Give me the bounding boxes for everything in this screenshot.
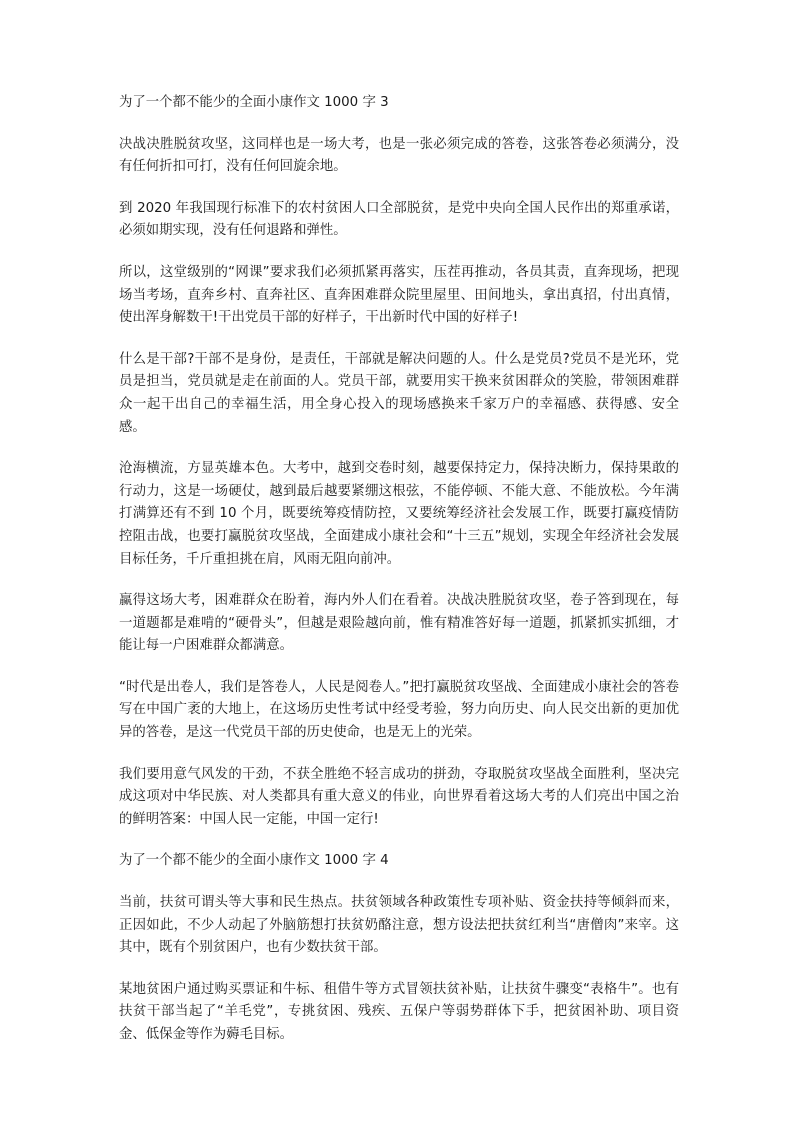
paragraph: 赢得这场大考，困难群众在盼着，海内外人们在看着。决战决胜脱贫攻坚，卷子答到现在，每一道题都是难啃的“硬骨头”，但越是艰险越向前，惟有精准答好每一道题，抓紧抓实抓细，才能让每一户困难群众都满意。 — [119, 593, 679, 654]
paragraph: 我们要用意气风发的干劲，不获全胜绝不轻言成功的拼劲，夺取脱贫攻坚战全面胜利，坚决完成这项对中华民族、对人类都具有重大意义的伟业，向世界看着这场大考的人们亮出中国之治的鲜明答案：中国人民一定能，中国一定行! — [119, 766, 679, 827]
paragraph: 到 2020 年我国现行标准下的农村贫困人口全部脱贫，是党中央向全国人民作出的郑重承诺，必须如期实现，没有任何退路和弹性。 — [119, 200, 679, 239]
section-heading: 为了一个都不能少的全面小康作文 1000 字 3 — [119, 95, 389, 110]
paragraph: “时代是出卷人，我们是答卷人，人民是阅卷人。”把打赢脱贫攻坚战、全面建成小康社会的答卷写在中国广袤的大地上，在这场历史性考试中经受考验，努力向历史、向人民交出新的更加优异的答卷，是这一代党员干部的历史使命，也是无上的光荣。 — [119, 679, 679, 741]
paragraph: 所以，这堂级别的“网课”要求我们必须抓紧再落实，压茬再推动，各员其责，直奔现场，把现场当考场，直奔乡村、直奔社区、直奔困难群众院里屋里、田间地头，拿出真招，付出真情，使出浑身解数干!干出党员干部的好样子，干出新时代中国的好样子! — [119, 264, 679, 326]
paragraph: 决战决胜脱贫攻坚，这同样也是一场大考，也是一张必须完成的答卷，这张答卷必须满分，没有任何折扣可打，没有任何回旋余地。 — [119, 136, 679, 175]
paragraph: 某地贫困户通过购买票证和牛标、租借牛等方式冒领扶贫补贴，让扶贫牛骤变“表格牛”。也有扶贫干部当起了“羊毛党”，专挑贫困、残疾、五保户等弱势群体下手，把贫困补助、项目资金、低保金等作为薅毛目标。 — [119, 981, 679, 1042]
paragraph: 沧海横流，方显英雄本色。大考中，越到交卷时刻，越要保持定力，保持决断力，保持果敢的行动力，这是一场硬仗，越到最后越要紧绷这根弦，不能停顿、不能大意、不能放松。今年满打满算还有不到 10 个月，既要统筹疫情防控，又要统筹经济社会发展工作，既要打赢疫情防控阻击战，也要打赢脱贫攻坚战，全面建成小康社会和“十三五”规划，实现全年经济社会发展目标任务，千斤重担挑在肩，风雨无阻向前冲。 — [119, 461, 679, 567]
section-heading: 为了一个都不能少的全面小康作文 1000 字 4 — [119, 853, 389, 869]
document-body — [119, 92, 679, 1066]
paragraph: 当前，扶贫可谓头等大事和民生热点。扶贫领域各种政策性专项补贴、资金扶持等倾斜而来，正因如此，不少人动起了外脑筋想打扶贫奶酪注意，想方设法把扶贫红利当“唐僧肉”来宰。这其中，既有个别贫困户，也有少数扶贫干部。 — [119, 895, 679, 956]
paragraph: 什么是干部?干部不是身份，是责任，干部就是解决问题的人。什么是党员?党员不是光环，党员是担当，党员就是走在前面的人。党员干部，就要用实干换来贫困群众的笑脸，带领困难群众一起干出自己的幸福生活，用全身心投入的现场感换来千家万户的幸福感、获得感、安全感。 — [119, 351, 679, 435]
